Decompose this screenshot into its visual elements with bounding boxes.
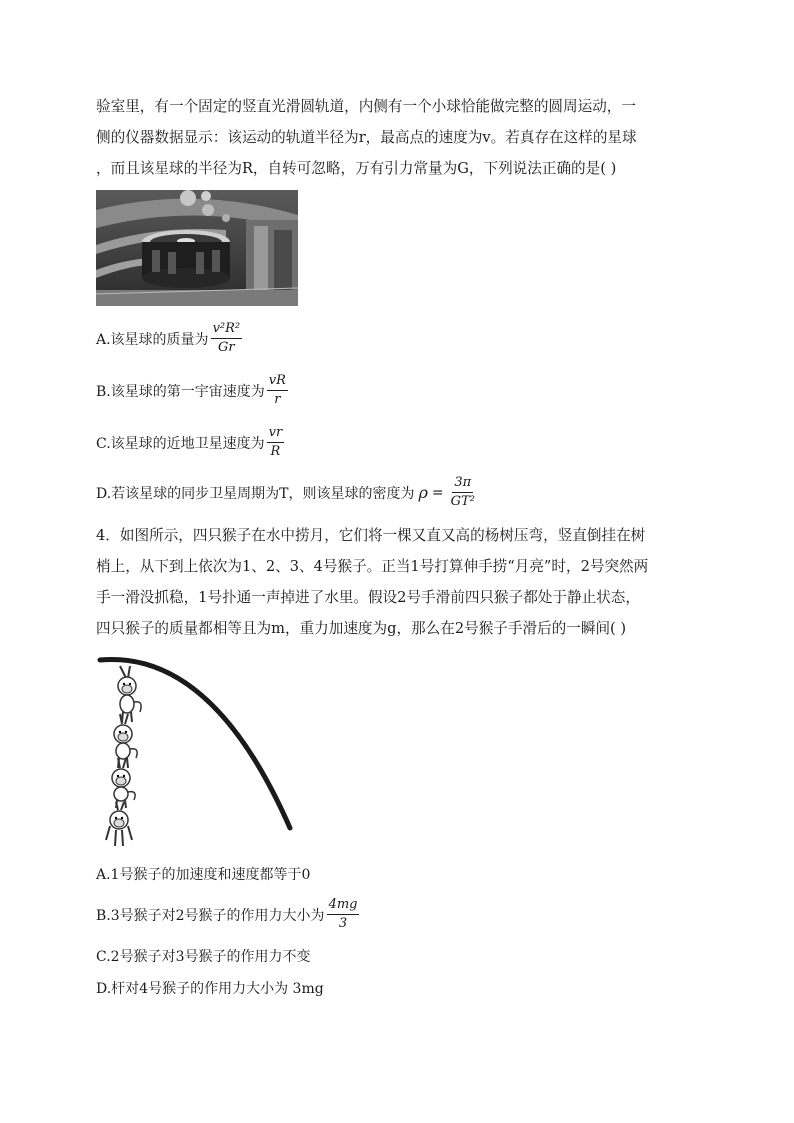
q3-option-b-numerator: vR [267, 374, 288, 391]
q4-option-d[interactable] [96, 978, 324, 998]
q3-option-a-text: A.该星球的质量为 [96, 331, 209, 348]
q3-option-d-rho: ρ [418, 483, 428, 502]
q4-option-c-text: C.2号猴子对3号猴子的作用力不变 [96, 949, 311, 965]
q4-option-a[interactable] [96, 864, 310, 884]
q3-option-c-text: C.该星球的近地卫星速度为 [96, 435, 265, 452]
q3-option-d[interactable] [96, 476, 477, 509]
q3-line-1: 验室里，有一个固定的竖直光滑圆轨道，内侧有一个小球恰能做完整的圆周运动，一 [96, 98, 636, 115]
q3-option-d-denominator: GT² [450, 494, 475, 509]
q4-option-b-fraction [327, 898, 360, 931]
q4-line-3: 手一滑没抓稳，1号扑通一声掉进了水里。假设2号手滑前四只猴子都处于静止状态， [96, 589, 640, 606]
monkey-4-icon [118, 666, 141, 722]
q4-option-b-denominator: 3 [338, 916, 348, 931]
q3-line-2: 侧的仪器数据显示：该运动的轨道半径为r，最高点的速度为v。若真存在这样的星球 [96, 129, 637, 146]
q4-line-1: 4．如图所示，四只猴子在水中捞月，它们将一棵又直又高的杨树压弯，竖直倒挂在树 [96, 527, 646, 544]
q4-option-a-text: A.1号猴子的加速度和速度都等于0 [96, 867, 311, 883]
monkey-1-icon [106, 802, 132, 846]
q4-option-c[interactable] [96, 946, 310, 966]
q3-option-d-equals: = [431, 484, 444, 501]
lab-photo [96, 190, 298, 306]
q3-option-a[interactable] [96, 322, 242, 355]
q4-option-b-text: B.3号猴子对2号猴子的作用力大小为 [96, 907, 325, 924]
q3-line-3: ，而且该星球的半径为R，自转可忽略，万有引力常量为G，下列说法正确的是( ) [96, 160, 617, 177]
q4-line-2: 梢上，从下到上依次为1、2、3、4号猴子。正当1号打算伸手捞“月亮”时，2号突然两 [96, 558, 649, 575]
q4-option-b[interactable] [96, 898, 359, 931]
lab-photo-graphic [96, 190, 298, 306]
monkey-2-icon [112, 758, 135, 808]
q3-option-c-denominator: R [270, 444, 281, 459]
q4-option-b-numerator: 4mg [327, 898, 360, 915]
q3-option-b[interactable] [96, 374, 288, 407]
q3-option-d-numerator: 3π [452, 476, 473, 493]
q3-option-c-numerator: vr [267, 426, 285, 443]
monkey-tree-graphic [92, 652, 302, 852]
q4-option-d-text: D.杆对4号猴子的作用力大小为 3mg [96, 981, 324, 997]
q3-option-d-fraction [449, 476, 477, 509]
q3-option-c-fraction [267, 426, 285, 459]
q3-option-b-fraction [267, 374, 288, 407]
q3-option-b-denominator: r [274, 392, 281, 407]
q4-line-4: 四只猴子的质量都相等且为m，重力加速度为g，那么在2号猴子手滑后的一瞬间( ) [96, 620, 627, 637]
q3-option-d-text: D.若该星球的同步卫星周期为T，则该星球的密度为 [96, 485, 415, 502]
q3-option-a-fraction [211, 322, 243, 355]
q3-option-b-text: B.该星球的第一宇宙速度为 [96, 383, 265, 400]
monkey-tree-figure [92, 652, 302, 852]
q3-option-a-denominator: Gr [218, 340, 235, 355]
q3-option-c[interactable] [96, 426, 284, 459]
q3-option-a-numerator: v²R² [211, 322, 243, 339]
